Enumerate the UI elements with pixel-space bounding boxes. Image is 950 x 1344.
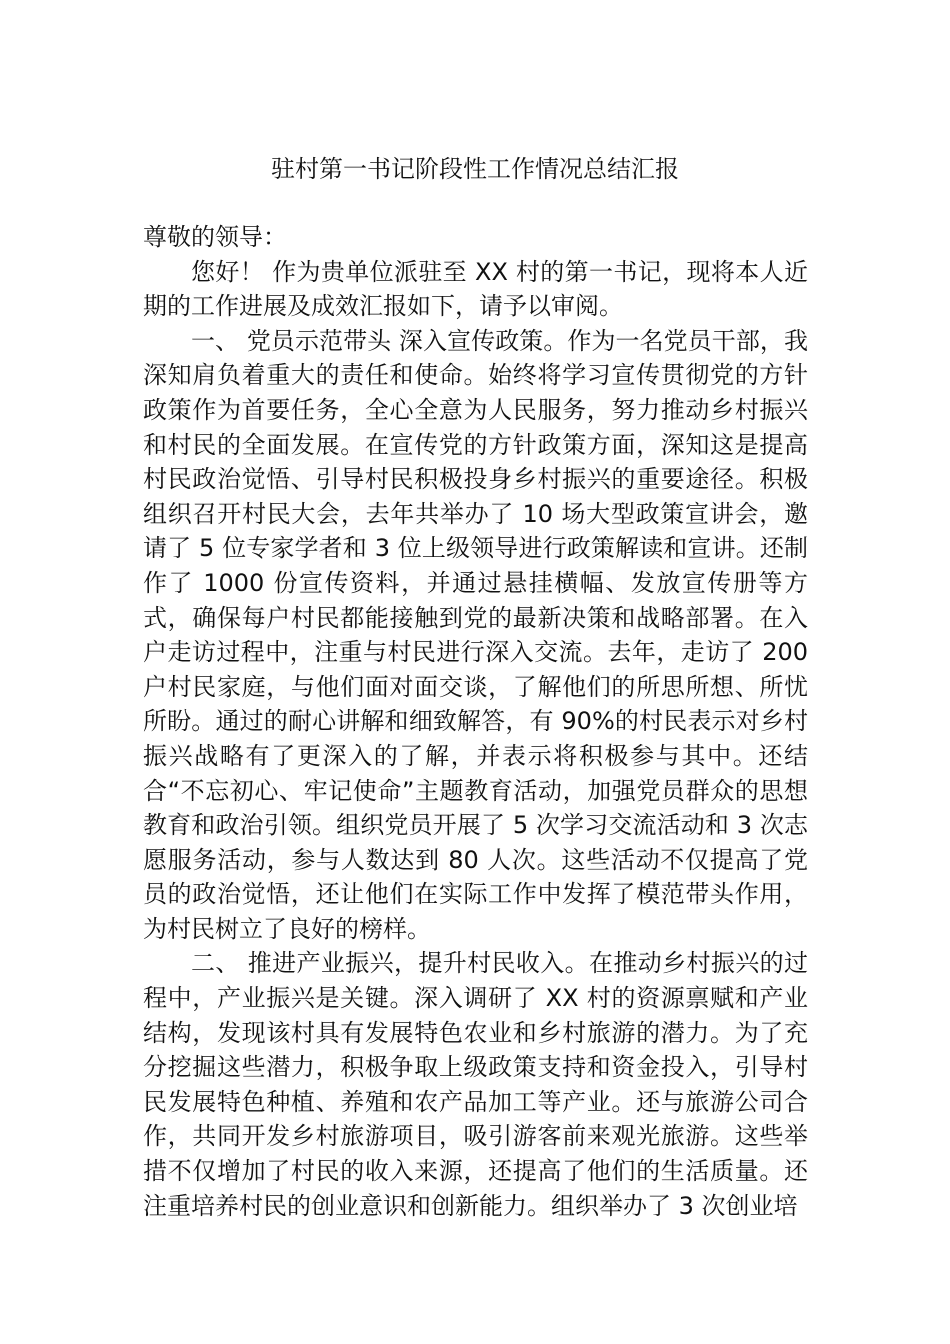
- document-title: 驻村第一书记阶段性工作情况总结汇报: [271, 155, 679, 183]
- document-body: [143, 220, 808, 1223]
- salutation: 尊敬的领导：: [143, 223, 287, 251]
- paragraph-section-one: 一、 党员示范带头 深入宣传政策。作为一名党员干部，我深知肩负着重大的责任和使命。始终将学习宣传贯彻党的方针政策作为首要任务，全心全意为人民服务，努力推动乡村振兴和村民的全面发展。在宣传党的方针政策方面，深知这是提高村民政治觉悟、引导村民积极投身乡村振兴的重要途径。积极组织召开村民大会，去年共举办了 10 场大型政策宣讲会，邀请了 5 位专家学者和 3 位上级领导进行政策解读和宣讲。还制作了 1000 份宣传资料，并通过悬挂横幅、发放宣传册等方式，确保每户村民都能接触到党的最新决策和战略部署。在入户走访过程中，注重与村民进行深入交流。去年，走访了 200 户村民家庭，与他们面对面交谈，了解他们的所思所想、所忧所盼。通过的耐心讲解和细致解答，有 90%的村民表示对乡村振兴战略有了更深入的了解，并表示将积极参与其中。还结合“不忘初心、牢记使命”主题教育活动，加强党员群众的思想教育和政治引领。组织党员开展了 5 次学习交流活动和 3 次志愿服务活动，参与人数达到 80 人次。这些活动不仅提高了党员的政治觉悟，还让他们在实际工作中发挥了模范带头作用，为村民树立了良好的榜样。: [143, 326, 808, 943]
- paragraph-greeting: 您好！ 作为贵单位派驻至 XX 村的第一书记，现将本人近期的工作进展及成效汇报如下，请予以审阅。: [143, 257, 808, 321]
- paragraph-section-two: 二、 推进产业振兴，提升村民收入。在推动乡村振兴的过程中，产业振兴是关键。深入调研了 XX 村的资源禀赋和产业结构，发现该村具有发展特色农业和乡村旅游的潜力。为了充分挖掘这些潜力，积极争取上级政策支持和资金投入，引导村民发展特色种植、养殖和农产品加工等产业。还与旅游公司合作，共同开发乡村旅游项目，吸引游客前来观光旅游。这些举措不仅增加了村民的收入来源，还提高了他们的生活质量。还注重培养村民的创业意识和创新能力。组织举办了 3 次创业培: [143, 949, 808, 1220]
